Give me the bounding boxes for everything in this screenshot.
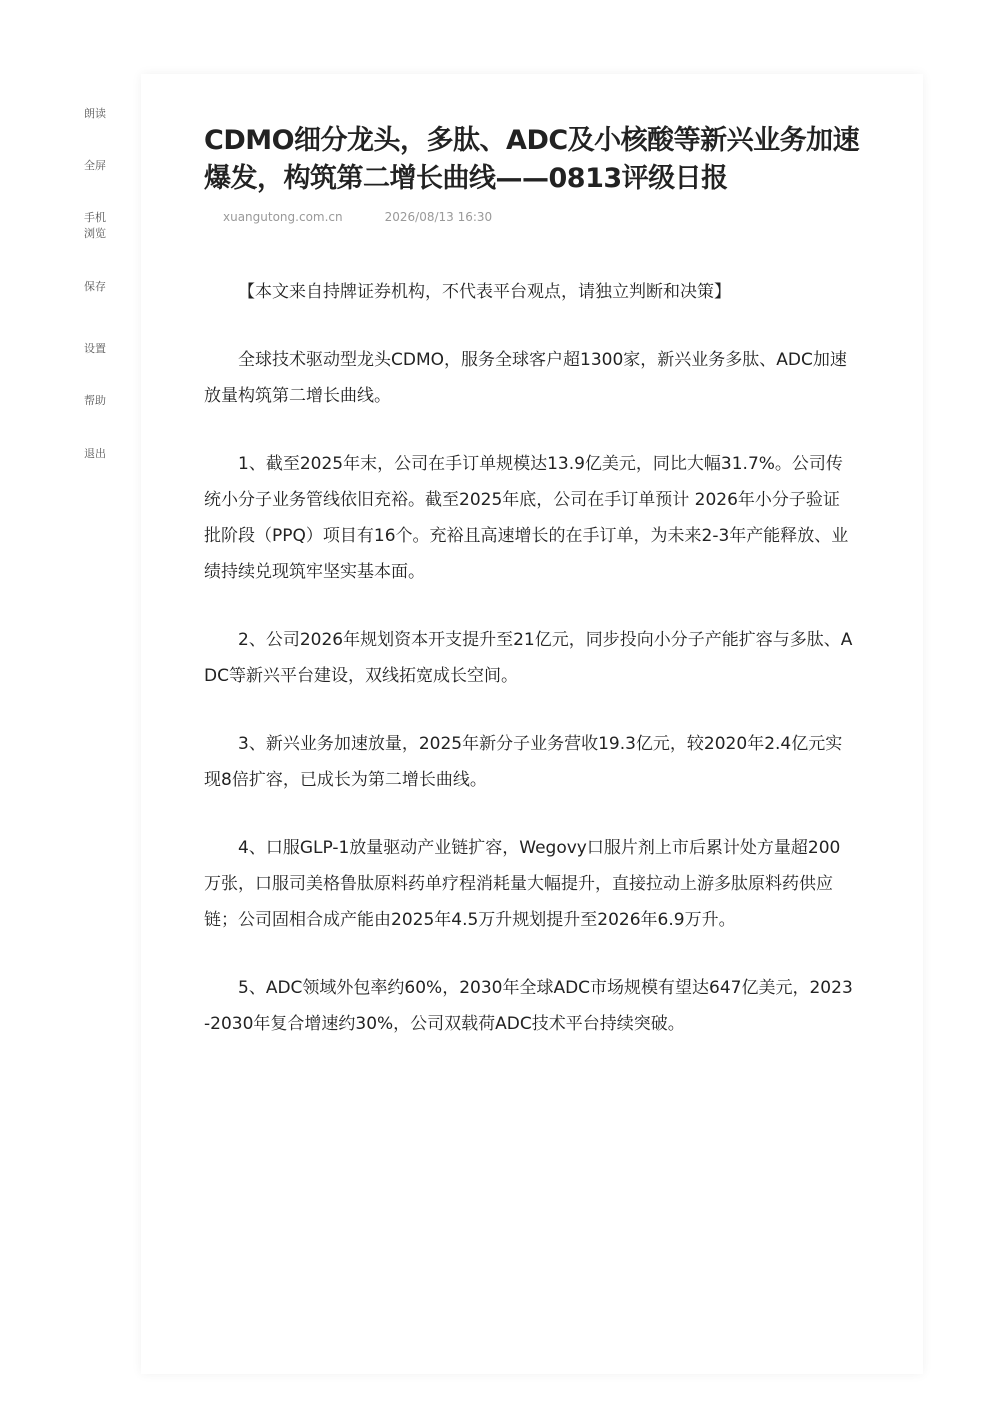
sidebar-item-settings[interactable]: 设置: [84, 342, 106, 355]
article-paragraph: 【本文来自持牌证券机构，不代表平台观点，请独立判断和决策】: [238, 282, 731, 302]
article-body: [204, 274, 856, 1074]
article-paragraph: 2、公司2026年规划资本开支提升至21亿元，同步投向小分子产能扩容与多肽、ADC等新兴平台建设，双线拓宽成长空间。: [204, 630, 853, 686]
sidebar-item-exit[interactable]: 退出: [84, 447, 106, 460]
article-paragraph: 1、截至2025年末，公司在手订单规模达13.9亿美元，同比大幅31.7%。公司传统小分子业务管线依旧充裕。截至2025年底，公司在手订单预计 2026年小分子验证批阶段（PPQ）项目有16个。充裕且高速增长的在手订单，为未来2-3年产能释放、业绩持续兑现筑牢坚实基本面。: [204, 454, 849, 582]
article-paragraph: 全球技术驱动型龙头CDMO，服务全球客户超1300家，新兴业务多肽、ADC加速放量构筑第二增长曲线。: [204, 350, 847, 406]
article-paragraph: 5、ADC领域外包率约60%，2030年全球ADC市场规模有望达647亿美元，2023-2030年复合增速约30%，公司双载荷ADC技术平台持续突破。: [204, 978, 853, 1034]
article-source: xuangutong.com.cn: [223, 210, 343, 224]
sidebar-item-help[interactable]: 帮助: [84, 394, 106, 407]
article-paragraph: 4、口服GLP-1放量驱动产业链扩容，Wegovy口服片剂上市后累计处方量超200万张，口服司美格鲁肽原料药单疗程消耗量大幅提升，直接拉动上游多肽原料药供应链；公司固相合成产能由2025年4.5万升规划提升至2026年6.9万升。: [204, 838, 841, 930]
sidebar-item-save[interactable]: 保存: [84, 280, 106, 293]
article-title: CDMO细分龙头，多肽、ADC及小核酸等新兴业务加速爆发，构筑第二增长曲线——0813评级日报: [204, 125, 860, 194]
sidebar-item-read-aloud[interactable]: 朗读: [84, 107, 106, 120]
sidebar-item-fullscreen[interactable]: 全屏: [84, 159, 106, 172]
article-meta: [223, 210, 492, 224]
article-date: 2026/08/13 16:30: [384, 210, 493, 224]
article-card: [141, 74, 923, 1374]
article-paragraph: 3、新兴业务加速放量，2025年新分子业务营收19.3亿元，较2020年2.4亿元实现8倍扩容，已成长为第二增长曲线。: [204, 734, 843, 790]
sidebar-item-mobile-view[interactable]: 手机 浏览: [84, 211, 106, 240]
